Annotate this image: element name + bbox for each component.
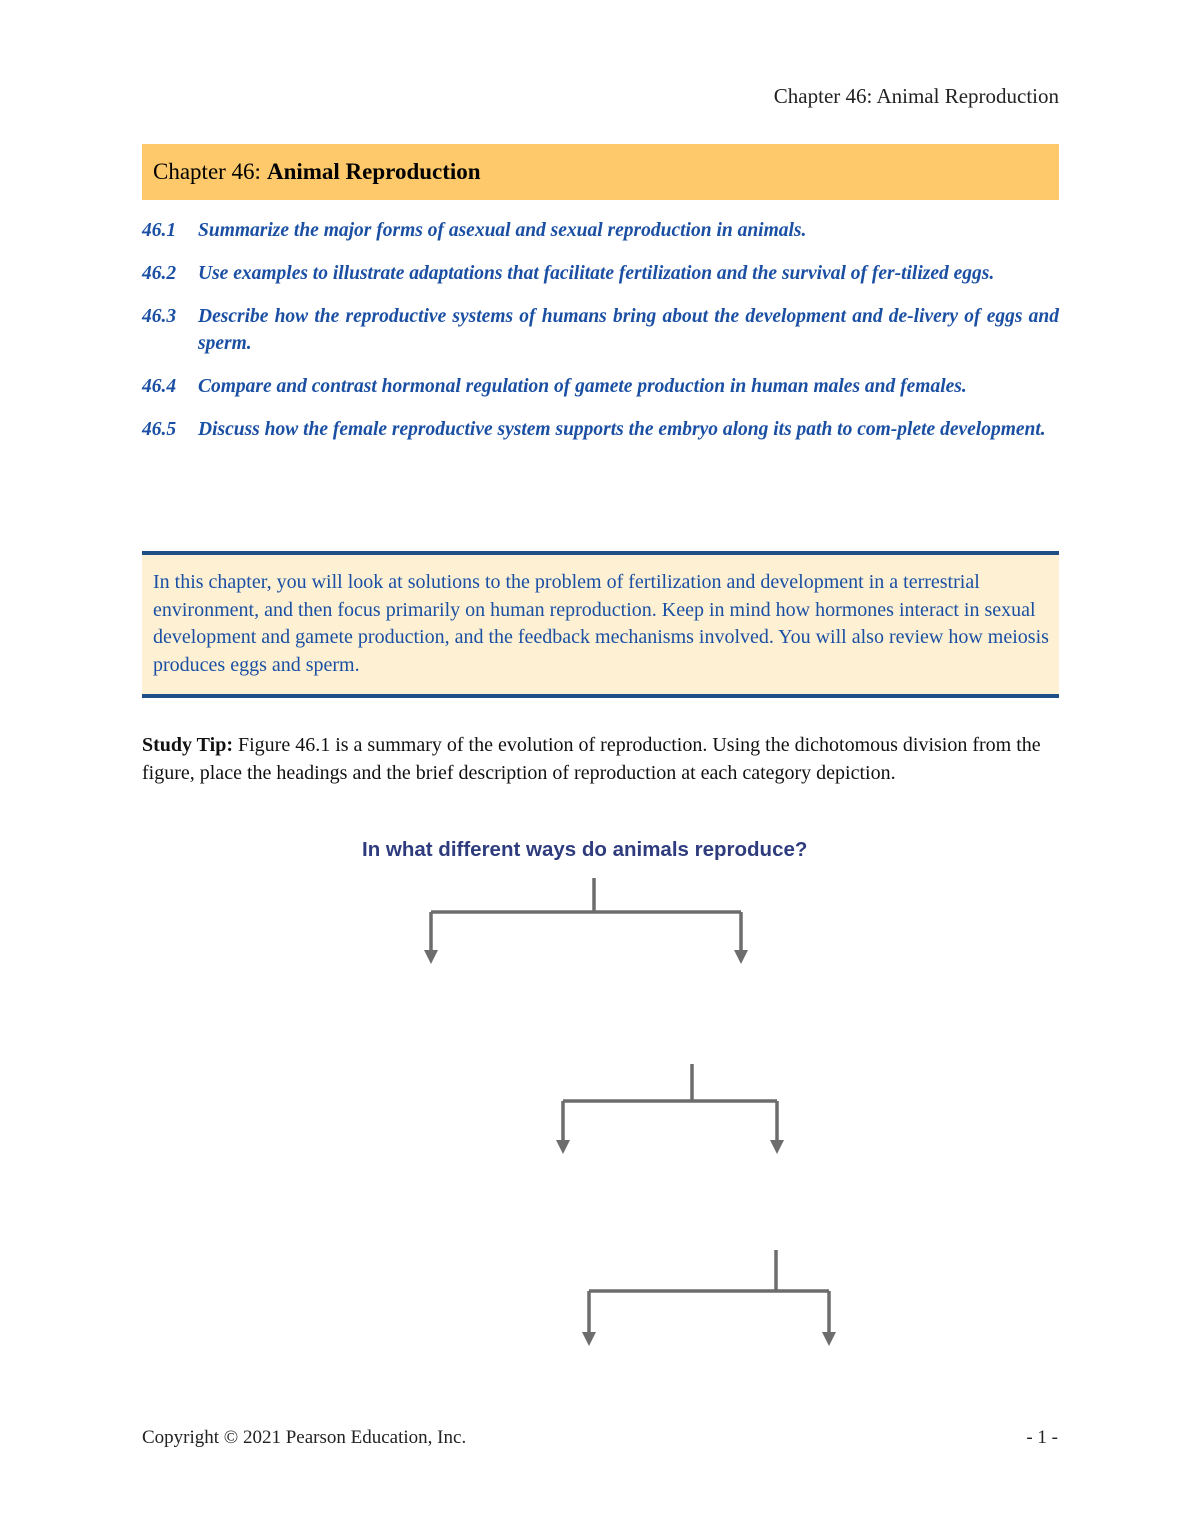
objective-number: 46.5 [142, 419, 177, 440]
chapter-intro-text: In this chapter, you will look at solutions to the problem of fertilization and development in a terrestrial environment, and then focus primarily on human reproduction. Keep in mind how hormones interact in sexual development and gamete production, and the feedback mechanisms involved. You will also review how meiosis produces eggs and sperm. [153, 571, 1049, 676]
objective-text: Compare and contrast hormonal regulation of gamete production in human males and females. [198, 376, 967, 397]
objective-text: Summarize the major forms of asexual and sexual reproduction in animals. [198, 220, 807, 241]
objective-number: 46.3 [142, 306, 177, 327]
objective-number: 46.4 [142, 376, 177, 397]
branch-level-1 [431, 878, 741, 957]
study-tip-text: Figure 46.1 is a summary of the evolution of reproduction. Using the dichotomous division from the figure, place the headings and the brief description of reproduction at each category depiction. [142, 734, 1041, 784]
branch-level-3 [589, 1250, 829, 1339]
objective-number: 46.1 [142, 220, 177, 241]
running-head: Chapter 46: Animal Reproduction [773, 84, 1059, 108]
page-number: - 1 - [1026, 1427, 1058, 1448]
objective-number: 46.2 [142, 263, 177, 284]
figure-title: In what different ways do animals reproduce? [362, 838, 808, 861]
chapter-label: Chapter 46: [153, 159, 261, 184]
branch-level-2 [563, 1064, 777, 1147]
objective-text: Discuss how the female reproductive system supports the embryo along its path to com-plete development. [198, 419, 1046, 440]
objective-text: Describe how the reproductive systems of humans bring about the development and de-livery of eggs and sperm. [198, 306, 1059, 354]
study-tip-label: Study Tip: [142, 734, 233, 756]
chapter-name: Animal Reproduction [266, 159, 481, 184]
objective-text: Use examples to illustrate adaptations that facilitate fertilization and the survival of fer-tilized eggs. [198, 263, 995, 284]
copyright-notice: Copyright © 2021 Pearson Education, Inc. [142, 1427, 467, 1448]
